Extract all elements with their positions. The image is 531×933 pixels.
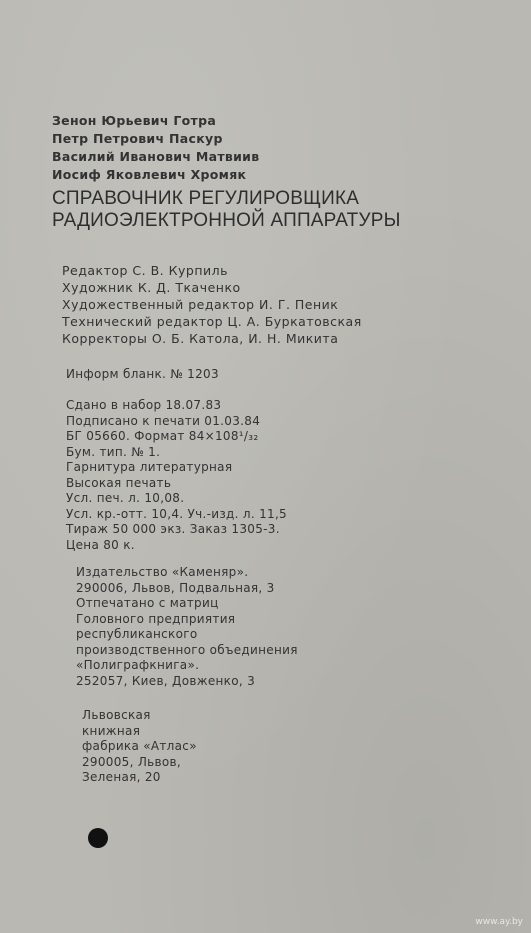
watermark-text: www.ay.by [475,917,523,927]
print-data-line: Цена 80 к. [66,537,135,552]
publisher-line: 290006, Львов, Подвальная, 3 [76,580,275,595]
author-name: Иосиф Яковлевич Хромяк [52,167,247,182]
punch-hole-dot [88,828,108,848]
publisher-line: республиканского [76,627,198,641]
print-data-line: Бум. тип. № 1. [66,444,161,459]
editorial-credits [62,262,362,347]
print-data-line: Гарнитура литературная [66,460,233,474]
print-data-line: БГ 05660. Формат 84×108¹/₃₂ [66,429,259,443]
publisher-line: 252057, Киев, Довженко, 3 [76,673,256,688]
printing-data [66,398,287,553]
factory-line: книжная [82,723,141,738]
print-data-line: Тираж 50 000 экз. Заказ 1305-3. [66,522,280,536]
publisher-line: Головного предприятия [76,611,236,626]
print-data-line: Сдано в набор 18.07.83 [66,398,222,412]
authors-list [52,112,259,184]
factory-line: Зеленая, 20 [82,770,161,784]
title-line: СПРАВОЧНИК РЕГУЛИРОВЩИКА [52,188,360,209]
printing-factory-info [82,708,197,786]
credit-line: Художник К. Д. Ткаченко [62,280,241,295]
print-data-line: Подписано к печати 01.03.84 [66,413,261,428]
print-data-line: Высокая печать [66,475,172,490]
print-data-line: Усл. кр.-отт. 10,4. Уч.-изд. л. 11,5 [66,506,287,521]
publisher-line: Издательство «Каменяр». [76,565,249,579]
publisher-line: производственного объединения [76,642,298,657]
title-line: РАДИОЭЛЕКТРОННОЙ АППАРАТУРЫ [52,210,401,231]
credit-line: Редактор С. В. Курпиль [62,263,228,278]
factory-line: фабрика «Атлас» [82,739,197,753]
credit-line: Корректоры О. Б. Катола, И. Н. Микита [62,331,339,346]
credit-line: Технический редактор Ц. А. Буркатовская [62,314,362,329]
factory-line: Львовская [82,708,151,722]
credit-line: Художественный редактор И. Г. Пеник [62,297,339,312]
publisher-line: Отпечатано с матриц [76,596,219,610]
factory-line: 290005, Львов, [82,754,182,769]
publisher-info [76,565,298,689]
inform-blank-number: Информ бланк. № 1203 [66,367,219,381]
print-data-line: Усл. печ. л. 10,08. [66,491,185,505]
author-name: Василий Иванович Матвиив [52,149,260,164]
inform-blank [66,367,219,383]
publisher-line: «Полиграфкнига». [76,658,200,672]
book-title [52,188,401,232]
author-name: Зенон Юрьевич Готра [52,113,217,128]
author-name: Петр Петрович Паскур [52,131,223,146]
